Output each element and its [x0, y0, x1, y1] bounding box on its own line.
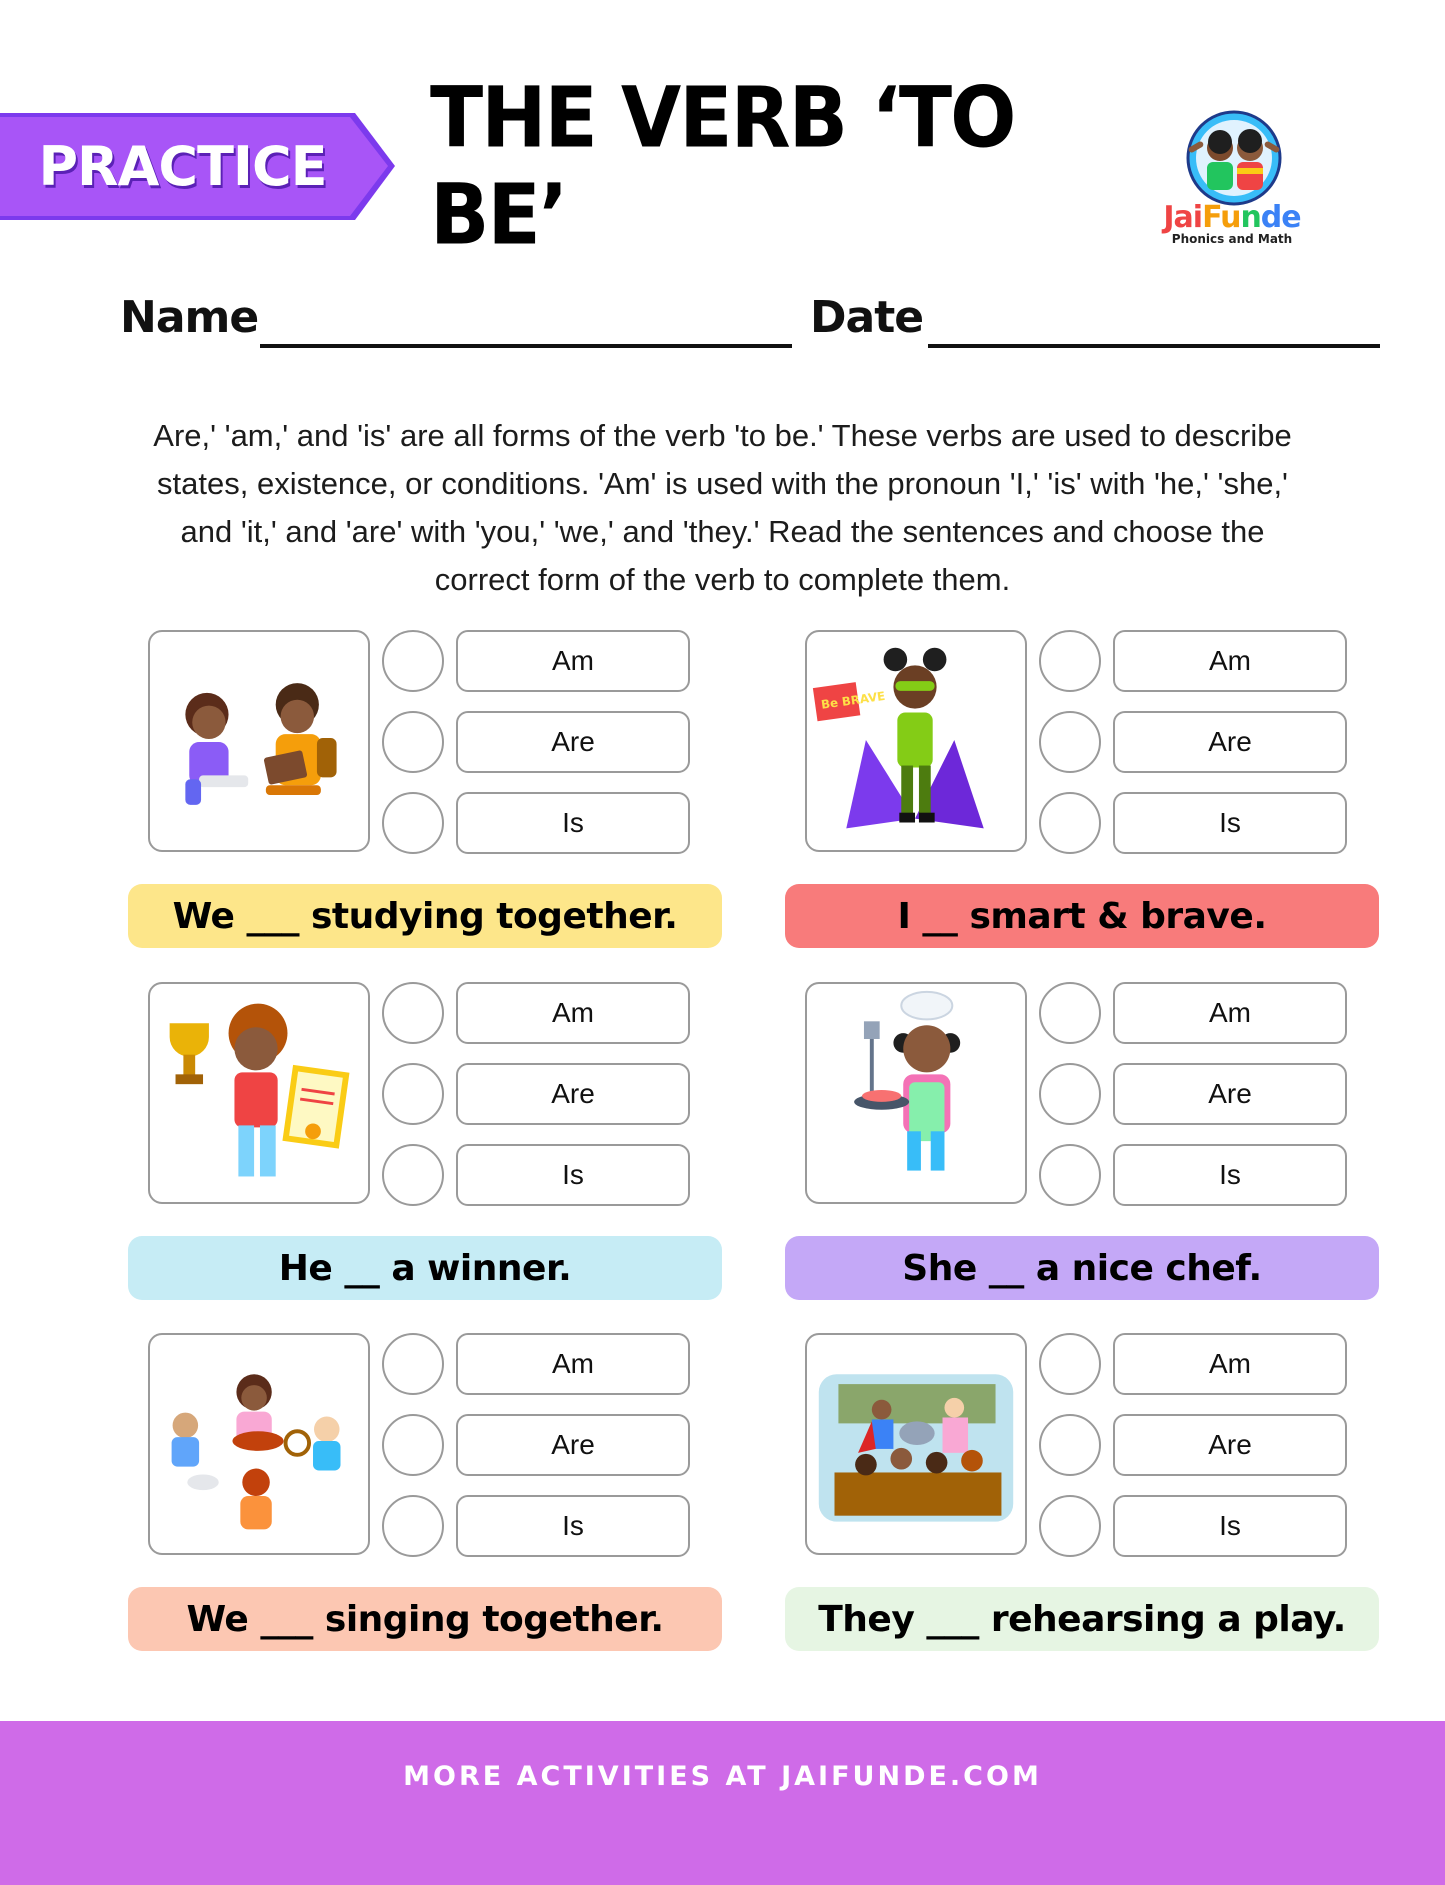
girl-chef-illustration: [805, 982, 1027, 1204]
logo-wordmark: [1152, 200, 1312, 235]
option-is[interactable]: Is: [456, 1144, 690, 1206]
option-is[interactable]: Is: [1113, 1144, 1347, 1206]
date-write-line[interactable]: [928, 344, 1380, 348]
option-are[interactable]: Are: [1113, 711, 1347, 773]
option-am[interactable]: Am: [456, 1333, 690, 1395]
date-label: Date: [810, 292, 924, 343]
option-radio-are[interactable]: [382, 1414, 444, 1476]
practice-banner: [0, 113, 395, 220]
exercise-card: [785, 1333, 1403, 1663]
option-am[interactable]: Am: [456, 630, 690, 692]
option-radio-is[interactable]: [1039, 792, 1101, 854]
option-is[interactable]: Is: [456, 1495, 690, 1557]
option-is[interactable]: Is: [1113, 792, 1347, 854]
option-radio-is[interactable]: [382, 1144, 444, 1206]
option-radio-are[interactable]: [1039, 1063, 1101, 1125]
option-is[interactable]: Is: [1113, 1495, 1347, 1557]
name-write-line[interactable]: [260, 344, 792, 348]
option-am[interactable]: Am: [1113, 1333, 1347, 1395]
sentence-strip: I __ smart & brave.: [785, 884, 1379, 948]
option-are[interactable]: Are: [1113, 1063, 1347, 1125]
option-are[interactable]: Are: [456, 1414, 690, 1476]
superhero-girl-illustration: [805, 630, 1027, 852]
exercise-card: [785, 630, 1403, 960]
option-radio-are[interactable]: [1039, 1414, 1101, 1476]
option-radio-am[interactable]: [1039, 982, 1101, 1044]
instructions-paragraph: Are,' 'am,' and 'is' are all forms of the verb 'to be.' These verbs are used to describe states, existence, or conditions. 'Am' is used with the pronoun 'I,' 'is' with 'he,' 'she,' and 'it,' and 'are' with 'you,' 'we,' and 'they.' Read the sentences and choose the correct form of the verb to complete them.: [153, 418, 1292, 597]
option-am[interactable]: Am: [1113, 630, 1347, 692]
logo-part: n: [1240, 200, 1261, 235]
sentence-strip: He __ a winner.: [128, 1236, 722, 1300]
school-play-illustration: [805, 1333, 1027, 1555]
logo-part: Fu: [1202, 200, 1241, 235]
option-radio-is[interactable]: [382, 1495, 444, 1557]
option-radio-am[interactable]: [1039, 1333, 1101, 1395]
option-radio-are[interactable]: [382, 711, 444, 773]
two-kids-reading-illustration: [148, 630, 370, 852]
jaifunde-logo: [1152, 108, 1312, 248]
option-is[interactable]: Is: [456, 792, 690, 854]
option-radio-am[interactable]: [1039, 630, 1101, 692]
option-are[interactable]: Are: [1113, 1414, 1347, 1476]
option-radio-is[interactable]: [1039, 1144, 1101, 1206]
option-radio-am[interactable]: [382, 982, 444, 1044]
option-am[interactable]: Am: [1113, 982, 1347, 1044]
option-are[interactable]: Are: [456, 711, 690, 773]
sentence-strip: She __ a nice chef.: [785, 1236, 1379, 1300]
logo-part: de: [1260, 200, 1301, 235]
page-title: THE VERB ‘TO BE’: [430, 69, 1015, 265]
kids-singing-circle-illustration: [148, 1333, 370, 1555]
sentence-strip: We ___ singing together.: [128, 1587, 722, 1651]
option-radio-are[interactable]: [1039, 711, 1101, 773]
option-radio-am[interactable]: [382, 630, 444, 692]
option-radio-are[interactable]: [382, 1063, 444, 1125]
footer-bar: [0, 1721, 1445, 1885]
option-am[interactable]: Am: [456, 982, 690, 1044]
logo-part: Jai: [1163, 200, 1203, 235]
name-label: Name: [120, 292, 259, 343]
practice-label: PRACTICE: [38, 135, 327, 198]
exercise-card: [785, 982, 1403, 1312]
exercise-card: [128, 630, 746, 960]
sentence-strip: We ___ studying together.: [128, 884, 722, 948]
exercise-card: [128, 982, 746, 1312]
option-are[interactable]: Are: [456, 1063, 690, 1125]
footer-link-text[interactable]: MORE ACTIVITIES AT JAIFUNDE.COM: [403, 1761, 1042, 1792]
flag-text: Be BRAVE: [820, 688, 887, 712]
option-radio-is[interactable]: [1039, 1495, 1101, 1557]
option-radio-is[interactable]: [382, 792, 444, 854]
logo-kids-icon: [1174, 108, 1294, 208]
option-radio-am[interactable]: [382, 1333, 444, 1395]
sentence-strip: They ___ rehearsing a play.: [785, 1587, 1379, 1651]
exercise-card: [128, 1333, 746, 1663]
logo-subtitle: Phonics and Math: [1171, 232, 1293, 246]
boy-with-trophy-illustration: [148, 982, 370, 1204]
